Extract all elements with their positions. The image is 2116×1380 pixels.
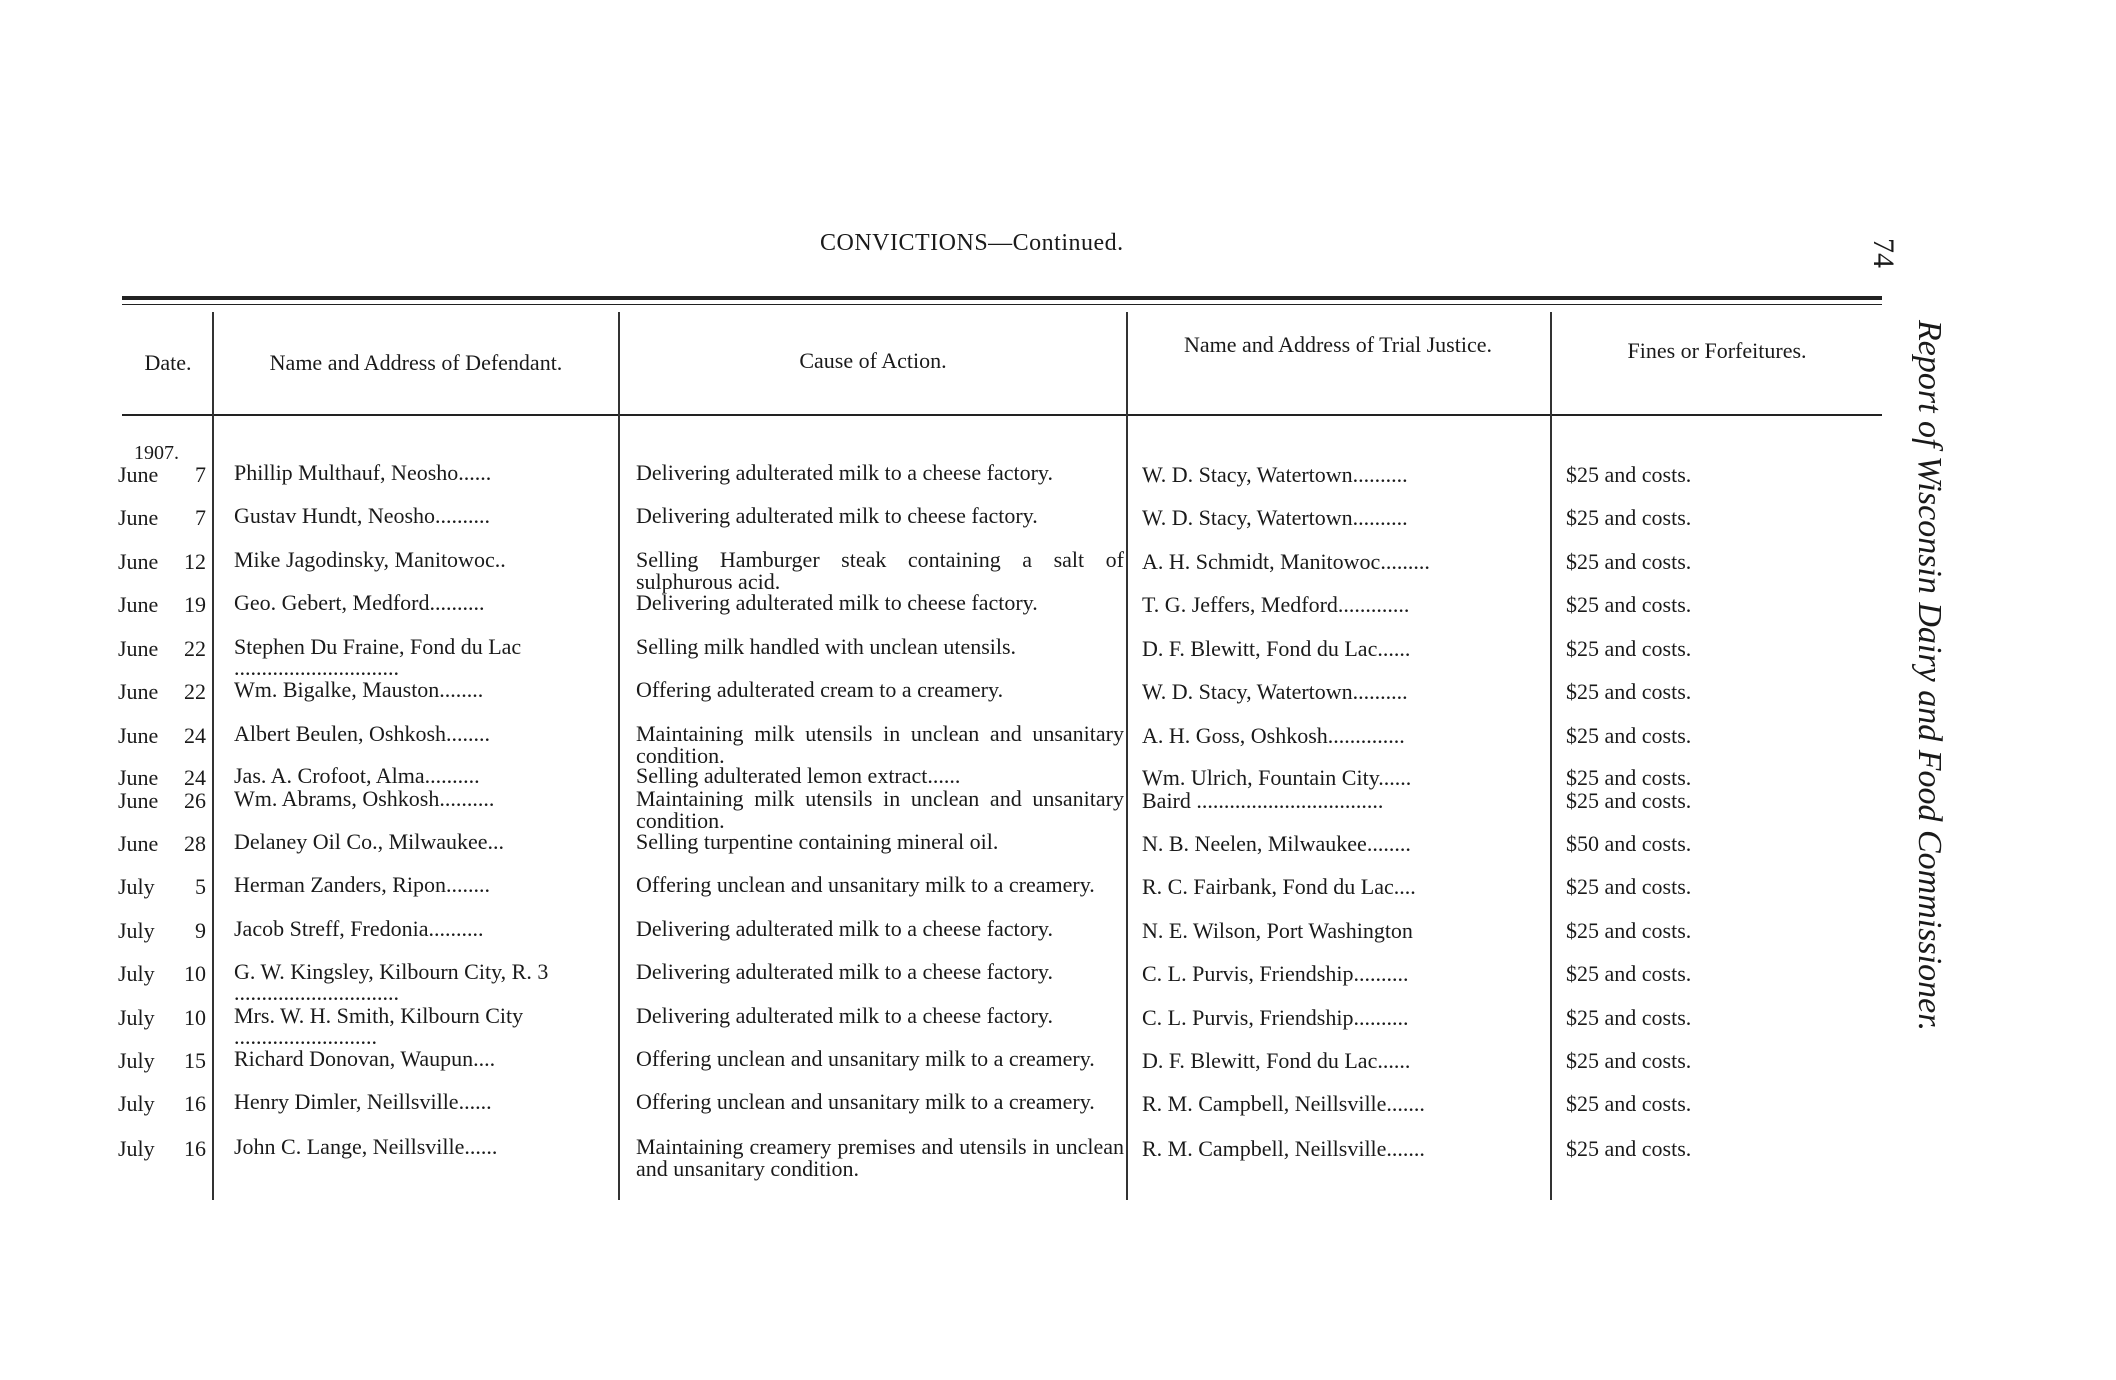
top-rule-thick	[122, 296, 1882, 300]
row-month: July	[118, 874, 155, 899]
table-row	[0, 636, 1900, 680]
row-justice: R. C. Fairbank, Fond du Lac....	[1142, 874, 1416, 899]
row-month: July	[118, 1048, 155, 1073]
row-defendant: Albert Beulen, Oshkosh........	[234, 721, 491, 746]
row-defendant: Wm. Abrams, Oshkosh..........	[234, 786, 495, 811]
row-cause: Selling adulterated lemon extract......	[636, 763, 961, 788]
table-row	[0, 505, 1900, 549]
row-day: 7	[195, 505, 206, 530]
row-defendant: Geo. Gebert, Medford..........	[234, 590, 485, 615]
row-day: 16	[184, 1091, 206, 1116]
row-defendant: Henry Dimler, Neillsville......	[234, 1089, 492, 1114]
row-month: July	[118, 1091, 155, 1116]
table-row	[0, 831, 1900, 875]
row-month: July	[118, 1005, 155, 1030]
header-defendant: Name and Address of Defendant.	[269, 350, 563, 375]
row-justice: D. F. Blewitt, Fond du Lac......	[1142, 1048, 1411, 1073]
row-fine: $25 and costs.	[1566, 592, 1692, 617]
row-day: 24	[184, 765, 206, 790]
row-defendant: Wm. Bigalke, Mauston........	[234, 677, 484, 702]
row-justice: N. B. Neelen, Milwaukee........	[1142, 831, 1411, 856]
row-day: 16	[184, 1136, 206, 1161]
row-fine: $25 and costs.	[1566, 1091, 1692, 1116]
row-month: June	[118, 592, 159, 617]
row-cause: Delivering adulterated milk to a cheese factory.	[636, 959, 1054, 984]
row-fine: $25 and costs.	[1566, 549, 1692, 574]
row-cause: Delivering adulterated milk to a cheese factory.	[636, 916, 1054, 941]
row-month: July	[118, 918, 155, 943]
row-month: July	[118, 1136, 155, 1161]
row-day: 24	[184, 723, 206, 748]
year-label: 1907.	[134, 442, 179, 464]
table-row	[0, 549, 1900, 593]
row-cause: Delivering adulterated milk to cheese factory.	[636, 590, 1038, 615]
row-fine: $25 and costs.	[1566, 1136, 1692, 1161]
row-justice: C. L. Purvis, Friendship..........	[1142, 1005, 1409, 1030]
row-month: June	[118, 549, 159, 574]
row-defendant: Gustav Hundt, Neosho..........	[234, 503, 491, 528]
row-fine: $25 and costs.	[1566, 1048, 1692, 1073]
row-justice: N. E. Wilson, Port Washington	[1142, 918, 1413, 943]
row-defendant: Delaney Oil Co., Milwaukee...	[234, 829, 505, 854]
row-defendant: John C. Lange, Neillsville......	[234, 1134, 498, 1159]
row-cause: Offering unclean and unsanitary milk to a creamery.	[636, 1046, 1095, 1071]
row-defendant: Herman Zanders, Ripon........	[234, 872, 490, 897]
row-defendant: Stephen Du Fraine, Fond du Lac ..............................	[234, 634, 522, 680]
table-row	[0, 462, 1900, 506]
row-fine: $25 and costs.	[1566, 788, 1692, 813]
header-date: Date.	[144, 350, 192, 375]
row-defendant: Phillip Multhauf, Neosho......	[234, 460, 492, 485]
row-defendant: Mike Jagodinsky, Manitowoc..	[234, 547, 506, 572]
row-cause: Selling Hamburger steak containing a salt of sulphurous acid.	[636, 547, 1124, 594]
row-cause: Maintaining milk utensils in unclean and unsanitary condition.	[636, 721, 1124, 768]
row-justice: W. D. Stacy, Watertown..........	[1142, 462, 1408, 487]
row-day: 19	[184, 592, 206, 617]
row-justice: W. D. Stacy, Watertown..........	[1142, 505, 1408, 530]
row-fine: $25 and costs.	[1566, 723, 1692, 748]
row-justice: A. H. Schmidt, Manitowoc.........	[1142, 549, 1430, 574]
table-row	[0, 961, 1900, 1005]
header-justice: Name and Address of Trial Justice.	[1184, 332, 1492, 357]
row-fine: $25 and costs.	[1566, 679, 1692, 704]
row-justice: D. F. Blewitt, Fond du Lac......	[1142, 636, 1411, 661]
row-cause: Delivering adulterated milk to a cheese factory.	[636, 460, 1054, 485]
row-month: June	[118, 788, 159, 813]
table-row	[0, 918, 1900, 962]
page-title: CONVICTIONS—Continued.	[820, 230, 1124, 256]
row-fine: $25 and costs.	[1566, 1005, 1692, 1030]
row-cause: Maintaining creamery premises and utensils in unclean and unsanitary condition.	[636, 1134, 1124, 1181]
row-cause: Offering unclean and unsanitary milk to a creamery.	[636, 872, 1095, 897]
row-defendant: Jacob Streff, Fredonia..........	[234, 916, 484, 941]
running-title: Report of Wisconsin Dairy and Food Commissioner.	[1911, 320, 1948, 1032]
table-row	[0, 1005, 1900, 1049]
row-day: 22	[184, 636, 206, 661]
row-month: June	[118, 831, 159, 856]
table-row	[0, 679, 1900, 723]
row-day: 9	[195, 918, 206, 943]
row-fine: $25 and costs.	[1566, 765, 1692, 790]
row-justice: T. G. Jeffers, Medford.............	[1142, 592, 1410, 617]
row-day: 10	[184, 961, 206, 986]
row-day: 10	[184, 1005, 206, 1030]
row-day: 5	[195, 874, 206, 899]
row-month: July	[118, 961, 155, 986]
row-cause: Maintaining milk utensils in unclean and unsanitary condition.	[636, 786, 1124, 833]
row-defendant: Richard Donovan, Waupun....	[234, 1046, 496, 1071]
row-fine: $25 and costs.	[1566, 918, 1692, 943]
row-cause: Offering unclean and unsanitary milk to a creamery.	[636, 1089, 1095, 1114]
row-day: 12	[184, 549, 206, 574]
row-month: June	[118, 462, 159, 487]
page-number: 74	[1867, 238, 1900, 268]
row-justice: Baird ..................................	[1142, 788, 1384, 813]
row-day: 28	[184, 831, 206, 856]
row-day: 22	[184, 679, 206, 704]
row-day: 26	[184, 788, 206, 813]
row-justice: R. M. Campbell, Neillsville.......	[1142, 1091, 1425, 1116]
table-row	[0, 874, 1900, 918]
row-month: June	[118, 723, 159, 748]
row-defendant: G. W. Kingsley, Kilbourn City, R. 3 ..............................	[234, 959, 549, 1005]
row-defendant: Mrs. W. H. Smith, Kilbourn City ..........................	[234, 1003, 524, 1049]
row-month: June	[118, 636, 159, 661]
header-cause: Cause of Action.	[799, 348, 947, 373]
row-fine: $25 and costs.	[1566, 505, 1692, 530]
table-row	[0, 1091, 1900, 1135]
row-month: June	[118, 505, 159, 530]
table-row	[0, 723, 1900, 767]
row-fine: $25 and costs.	[1566, 961, 1692, 986]
row-justice: A. H. Goss, Oshkosh..............	[1142, 723, 1405, 748]
row-defendant: Jas. A. Crofoot, Alma..........	[234, 763, 480, 788]
table-row	[0, 1048, 1900, 1092]
row-cause: Delivering adulterated milk to a cheese factory.	[636, 1003, 1054, 1028]
row-cause: Selling milk handled with unclean utensils.	[636, 634, 1017, 659]
row-cause: Delivering adulterated milk to cheese factory.	[636, 503, 1038, 528]
row-fine: $25 and costs.	[1566, 462, 1692, 487]
top-rule-thin	[122, 304, 1882, 305]
row-fine: $25 and costs.	[1566, 636, 1692, 661]
table-row	[0, 592, 1900, 636]
row-justice: Wm. Ulrich, Fountain City......	[1142, 765, 1412, 790]
row-cause: Selling turpentine containing mineral oil.	[636, 829, 999, 854]
row-day: 7	[195, 462, 206, 487]
table-row	[0, 788, 1900, 832]
row-justice: W. D. Stacy, Watertown..........	[1142, 679, 1408, 704]
row-justice: C. L. Purvis, Friendship..........	[1142, 961, 1409, 986]
row-day: 15	[184, 1048, 206, 1073]
header-fines: Fines or Forfeitures.	[1627, 338, 1807, 363]
table-row	[0, 1136, 1900, 1180]
row-fine: $50 and costs.	[1566, 831, 1692, 856]
row-fine: $25 and costs.	[1566, 874, 1692, 899]
row-cause: Offering adulterated cream to a creamery.	[636, 677, 1004, 702]
row-month: June	[118, 679, 159, 704]
row-justice: R. M. Campbell, Neillsville.......	[1142, 1136, 1425, 1161]
row-month: June	[118, 765, 159, 790]
header-rule	[122, 414, 1882, 416]
